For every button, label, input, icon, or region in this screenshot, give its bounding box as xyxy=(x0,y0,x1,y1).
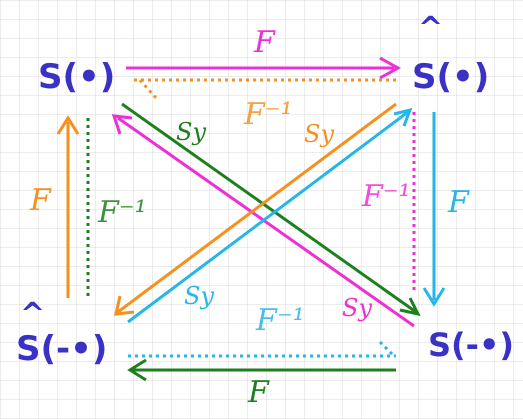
node-top-left: S(•) xyxy=(38,57,116,97)
label-bottom-forward: F xyxy=(248,375,269,410)
label-right-inverse: F⁻¹ xyxy=(362,179,411,214)
label-top-forward: F xyxy=(254,25,275,60)
node-top-right-hat: ^ xyxy=(418,11,444,46)
label-right-forward: F xyxy=(448,185,469,220)
label-left-inverse: F⁻¹ xyxy=(98,195,147,230)
node-bottom-right: S(-•) xyxy=(428,326,515,364)
node-bottom-left-hat: ^ xyxy=(20,297,46,332)
label-diag-magenta: Sy xyxy=(342,294,372,322)
label-diag-green: Sy xyxy=(176,118,206,146)
node-bottom-left: S(-•) xyxy=(16,329,108,369)
label-diag-orange: Sy xyxy=(304,120,334,148)
label-top-inverse: F⁻¹ xyxy=(244,97,293,132)
node-top-right: S(•) xyxy=(412,57,490,97)
label-left-forward: F xyxy=(30,183,51,218)
label-diag-blue: Sy xyxy=(184,282,214,310)
label-bottom-inverse: F⁻¹ xyxy=(256,303,305,338)
